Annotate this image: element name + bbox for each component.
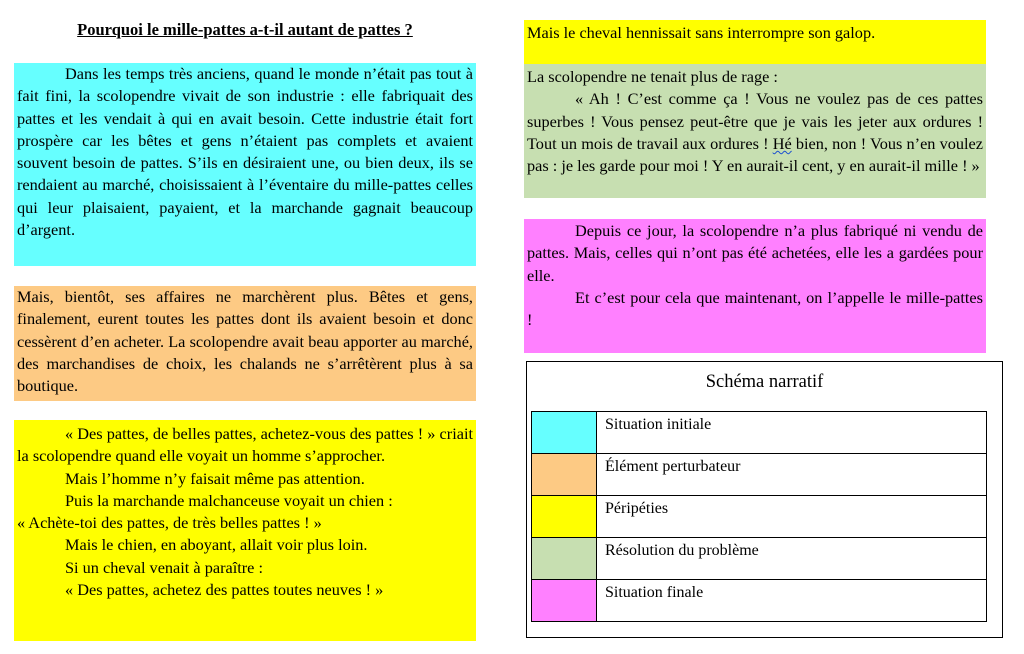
peripeties-line: Puis la marchande malchanceuse voyait un chien : — [65, 490, 393, 510]
peripeties-block — [14, 420, 476, 641]
story-title: Pourquoi le mille-pattes a-t-il autant de pattes ? — [77, 20, 413, 39]
situation-finale-text: Et c’est pour cela que maintenant, on l’appelle le mille-pattes ! — [527, 287, 983, 330]
peripeties-line: Mais le chien, en aboyant, allait voir plus loin. — [65, 535, 368, 555]
peripeties-suite-block — [524, 20, 986, 64]
legend-label: Situation finale — [597, 580, 987, 622]
legend-row — [532, 580, 987, 622]
legend-swatch — [532, 454, 597, 496]
legend-table — [531, 411, 987, 622]
legend-swatch — [532, 496, 597, 538]
peripeties-line: Si un cheval venait à paraître : — [65, 557, 264, 577]
schema-title: Schéma narratif — [705, 372, 824, 392]
peripeties-line: « Des pattes, achetez des pattes toutes neuves ! » — [65, 580, 384, 600]
legend-row — [532, 454, 987, 496]
legend-label: Élément perturbateur — [597, 454, 987, 496]
peripeties-line: « Des pattes, de belles pattes, achetez-vous des pattes ! » criait la scolopendre quand elle voyait un homme s’approcher. — [17, 424, 473, 466]
peripeties-suite-text: Mais le cheval hennissait sans interrompre son galop. — [527, 23, 876, 42]
situation-initiale-text: Dans les temps très anciens, quand le monde n’était pas tout à fait fini, la scolopendre vivait de son industrie : elle fabriquait des pattes et les vendait à qui en avait besoin. Cette industrie était fort prospère car les bêtes et gens n’étaient pas complets et avaient souvent besoin de pattes. S’ils en désiraient une, ou bien deux, ils se rendaient au marché, choisissaient à l’éventaire du mille-pattes celles qui leur plaisaient, payaient, et la marchande gagnait beaucoup d’argent. — [17, 64, 473, 240]
legend-swatch — [532, 412, 597, 454]
situation-finale-block — [524, 219, 986, 353]
legend-label: Situation initiale — [597, 412, 987, 454]
legend-label: Résolution du problème — [597, 538, 987, 580]
resolution-text-part: bien, non ! Vous n’en voulez pas : je les garde pour moi ! Y en aurait-il cent, y en aurait-il mille ! » — [527, 133, 984, 176]
resolution-block — [524, 64, 986, 198]
legend-swatch — [532, 538, 597, 580]
legend-swatch — [532, 580, 597, 622]
element-perturbateur-text: Mais, bientôt, ses affaires ne marchèrent plus. Bêtes et gens, finalement, eurent toutes les pattes dont ils avaient besoin et donc cessèrent d’en acheter. La scolopendre avait beau apporter au marché, des marchandises de choix, les chalands ne s’arrêtèrent plus à sa boutique. — [17, 287, 473, 396]
resolution-text — [527, 88, 983, 177]
legend-label: Péripéties — [597, 496, 987, 538]
legend-row — [532, 496, 987, 538]
legend-row — [532, 538, 987, 580]
peripeties-line: « Achète-toi des pattes, de très belles pattes ! » — [17, 513, 322, 533]
resolution-text-part: « Ah ! C’est comme ça ! Vous ne voulez pas de ces pattes superbes ! Vous pensez peut-être que je vais les jeter aux ordures ! Tout un mois de travail aux ordures ! — [527, 89, 983, 153]
situation-initiale-block — [14, 63, 476, 266]
element-perturbateur-block — [14, 286, 476, 401]
peripeties-line: Mais l’homme n’y faisait même pas attention. — [65, 468, 365, 488]
legend-row — [532, 412, 987, 454]
spelling-flagged-word[interactable]: Hé — [772, 133, 792, 153]
resolution-intro: La scolopendre ne tenait plus de rage : — [527, 67, 778, 86]
situation-finale-text: Depuis ce jour, la scolopendre n’a plus fabriqué ni vendu de pattes. Mais, celles qui n’ont pas été achetées, elle les a gardées pour elle. — [527, 221, 983, 285]
